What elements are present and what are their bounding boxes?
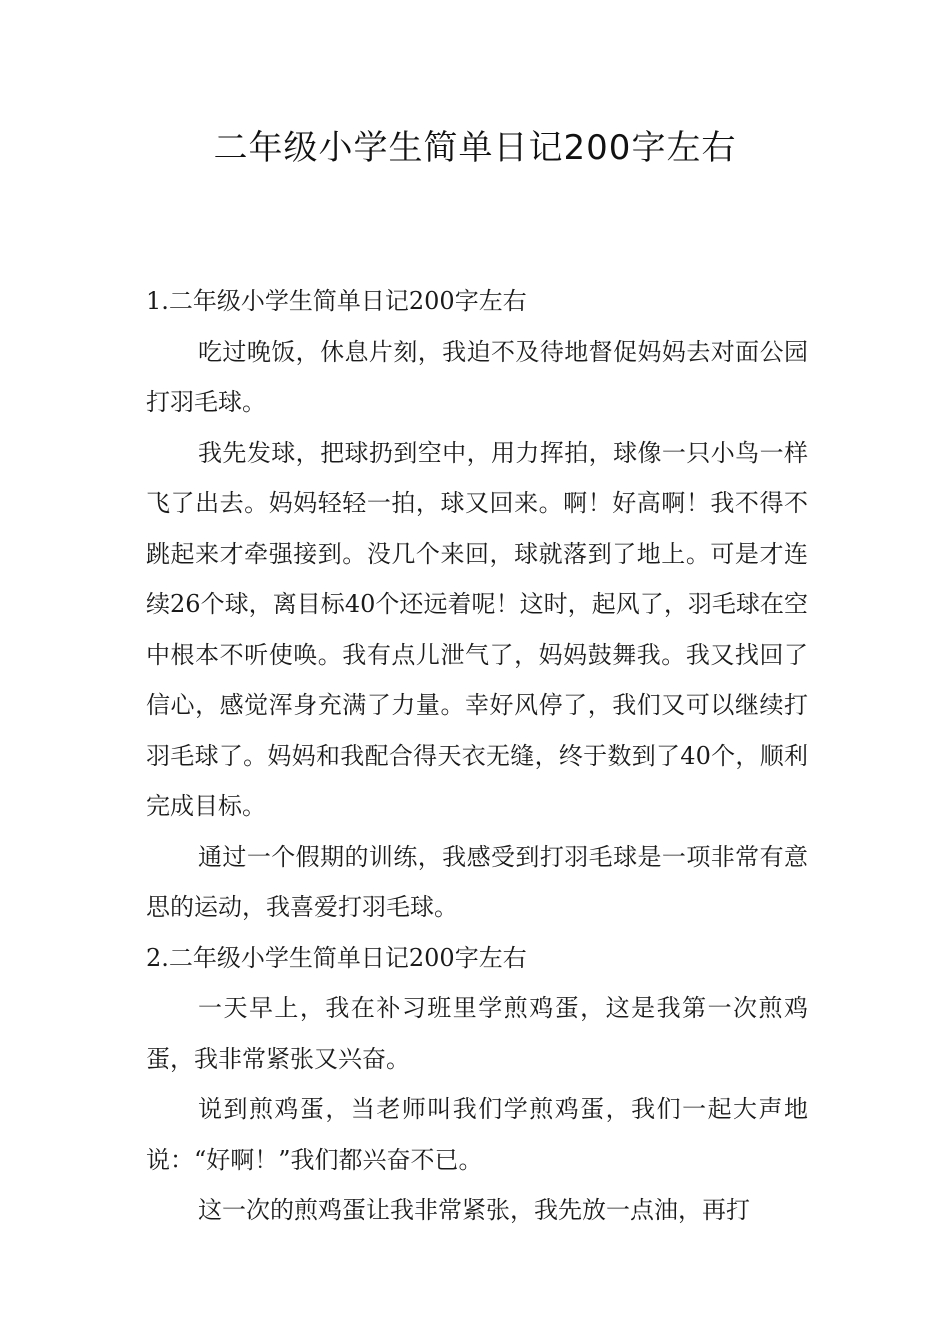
document-body bbox=[146, 276, 808, 1236]
document-title: 二年级小学生简单日记200字左右 bbox=[213, 128, 737, 168]
section-heading-1: 1.二年级小学生简单日记200字左右 bbox=[146, 287, 527, 315]
paragraph: 一天早上，我在补习班里学煎鸡蛋，这是我第一次煎鸡蛋，我非常紧张又兴奋。 bbox=[146, 994, 808, 1073]
section-heading-2: 2.二年级小学生简单日记200字左右 bbox=[146, 943, 527, 972]
paragraph: 吃过晚饭，休息片刻，我迫不及待地督促妈妈去对面公园打羽毛球。 bbox=[146, 337, 808, 416]
paragraph: 这一次的煎鸡蛋让我非常紧张，我先放一点油，再打 bbox=[198, 1196, 750, 1224]
paragraph: 通过一个假期的训练，我感受到打羽毛球是一项非常有意思的运动，我喜爱打羽毛球。 bbox=[146, 842, 808, 921]
paragraph: 说到煎鸡蛋，当老师叫我们学煎鸡蛋，我们一起大声地说：“好啊！”我们都兴奋不已。 bbox=[146, 1095, 808, 1174]
paragraph: 我先发球，把球扔到空中，用力挥拍，球像一只小鸟一样飞了出去。妈妈轻轻一拍，球又回来。啊！好高啊！我不得不跳起来才牵强接到。没几个来回，球就落到了地上。可是才连续26个球，离目标40个还远着呢！这时，起风了，羽毛球在空中根本不听使唤。我有点儿泄气了，妈妈鼓舞我。我又找回了信心，感觉浑身充满了力量。幸好风停了，我们又可以继续打羽毛球了。妈妈和我配合得天衣无缝，终于数到了40个，顺利完成目标。 bbox=[146, 438, 808, 820]
